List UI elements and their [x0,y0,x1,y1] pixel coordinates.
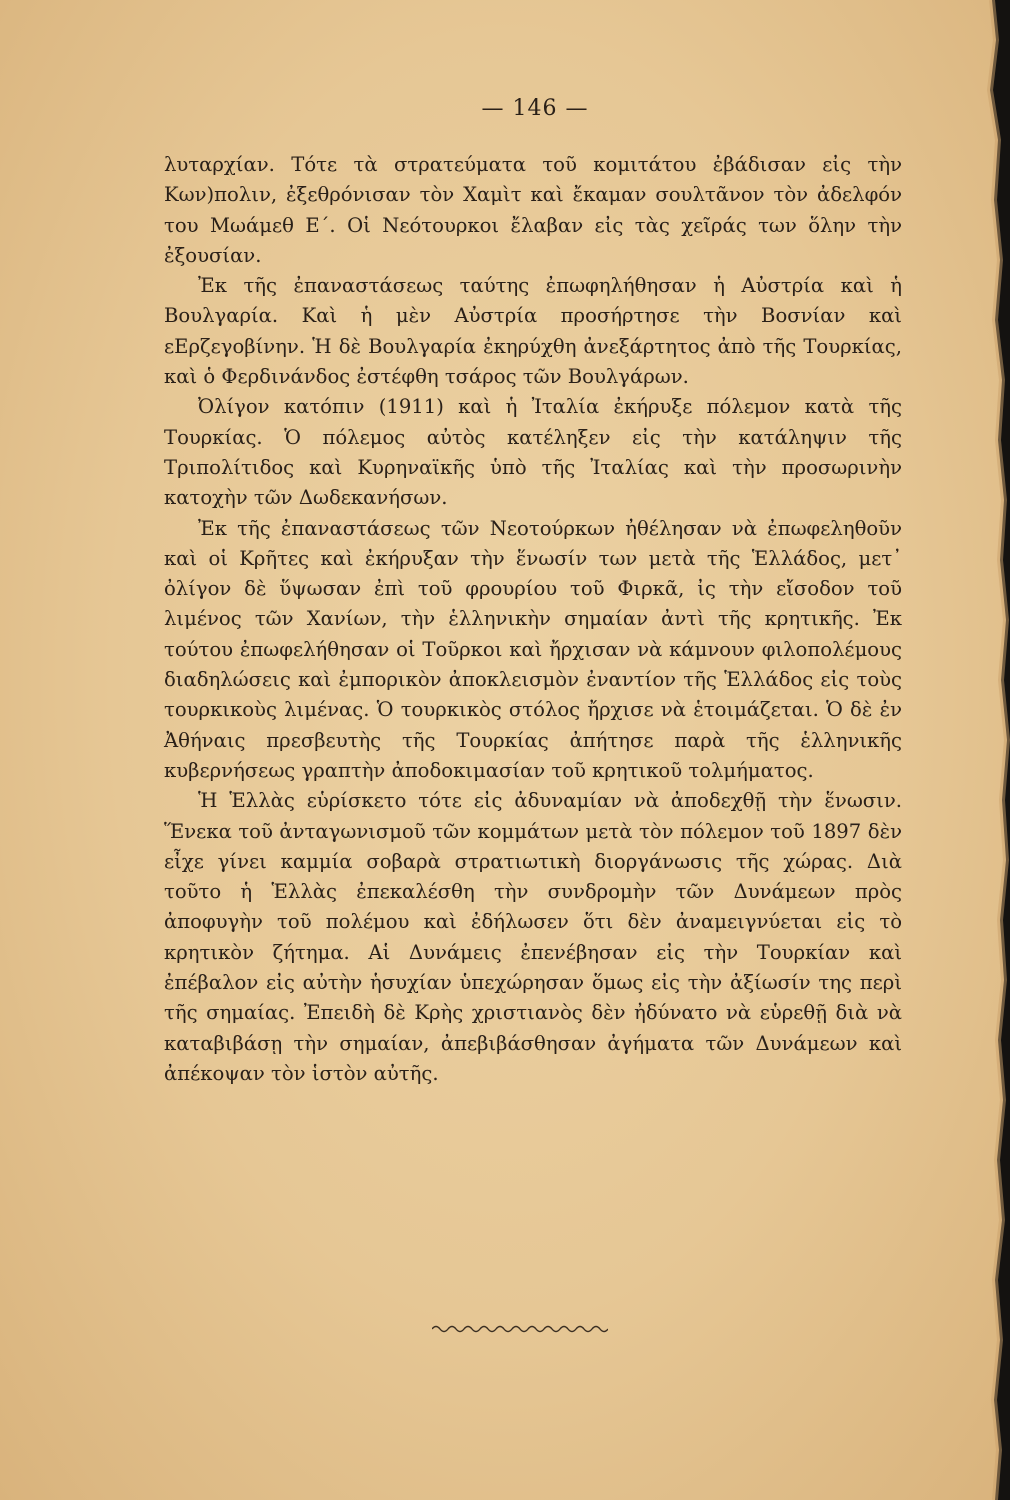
paragraph-5: Ἡ Ἑλλὰς εὑρίσκετο τότε εἰς ἀδυναμίαν νὰ ἀποδεχθῇ τὴν ἕνωσιν. Ἕνεκα τοῦ ἀνταγωνισμοῦ τῶν κομμάτων μετὰ τὸν πόλεμον τοῦ 1897 δὲν εἶχε γίνει καμμία σοβαρὰ στρατιωτικὴ διοργάνωσις τῆς χώρας. Διὰ τοῦτο ἡ Ἑλλὰς ἐπεκαλέσθη τὴν συνδρομὴν τῶν Δυνάμεων πρὸς ἀποφυγὴν τοῦ πολέμου καὶ ἐδήλωσεν ὅτι δὲν ἀναμειγνύεται εἰς τὸ κρητικὸν ζήτημα. Αἱ Δυνάμεις ἐπενέβησαν εἰς τὴν Τουρκίαν καὶ ἐπέβαλον εἰς αὐτὴν ἡσυχίαν ὑπεχώρησαν ὅμως εἰς τὴν ἀξίωσίν της περὶ τῆς σημαίας. Ἐπειδὴ δὲ Κρὴς χριστιανὸς δὲν ἠδύνατο νὰ εὑρεθῇ διὰ νὰ καταβιβάσῃ τὴν σημαίαν, ἀπεβιβάσθησαν ἀγήματα τῶν Δυνάμεων καὶ ἀπέκοψαν τὸν ἱστὸν αὐτῆς. [164,789,902,1085]
body-text [164,150,902,1089]
paragraph-2: Ἐκ τῆς ἐπαναστάσεως ταύτης ἐπωφηλήθησαν ἡ Αὐστρία καὶ ἡ Βουλγαρία. Καὶ ἡ μὲν Αὐστρία προσήρτησε τὴν Βοσνίαν καὶ εΕρζεγοβίνην. Ἡ δὲ Βουλγαρία ἐκηρύχθη ἀνεξάρτητος ἀπὸ τῆς Τουρκίας, καὶ ὁ Φερδινάνδος ἐστέφθη τσάρος τῶν Βουλγάρων. [164,274,902,389]
paragraph-4: Ἐκ τῆς ἐπαναστάσεως τῶν Νεοτούρκων ἠθέλησαν νὰ ἐπωφεληθοῦν καὶ οἱ Κρῆτες καὶ ἐκήρυξαν τὴν ἕνωσίν των μετὰ τῆς Ἑλλάδος, μετ᾽ ὀλίγον δὲ ὕψωσαν ἐπὶ τοῦ φρουρίου τοῦ Φιρκᾶ, ἰς τὴν εἴσοδον τοῦ λιμένος τῶν Χανίων, τὴν ἑλληνικὴν σημαίαν ἀντὶ τῆς κρητικῆς. Ἐκ τούτου ἐπωφελήθησαν οἱ Τοῦρκοι καὶ ἤρχισαν νὰ κάμνουν φιλοπολέμους διαδηλώσεις καὶ ἐμπορικὸν ἀποκλεισμὸν ἐναντίον τῆς Ἑλλάδος εἰς τοὺς τουρκικοὺς λιμένας. Ὁ τουρκικὸς στόλος ἤρχισε νὰ ἑτοιμάζεται. Ὁ δὲ ἐν Ἀθήναις πρεσβευτὴς τῆς Τουρκίας ἀπήτησε παρὰ τῆς ἑλληνικῆς κυβερνήσεως γραπτὴν ἀποδοκιμασίαν τοῦ κρητικοῦ τολμήματος. [164,516,902,782]
paragraph-3: Ὀλίγον κατόπιν (1911) καὶ ἡ Ἰταλία ἐκήρυξε πόλεμον κατὰ τῆς Τουρκίας. Ὁ πόλεμος αὐτὸς κατέληξεν εἰς τὴν κατάληψιν τῆς Τριπολίτιδος καὶ Κυρηναϊκῆς ὑπὸ τῆς Ἰταλίας καὶ τὴν προσωρινὴν κατοχὴν τῶν Δωδεκανήσων. [164,395,902,510]
paragraph-1: λυταρχίαν. Τότε τὰ στρατεύματα τοῦ κομιτάτου ἐβάδισαν εἰς τὴν Κων)πολιν, ἐξεθρόνισαν τὸν Χαμὶτ καὶ ἔκαμαν σουλτᾶνον τὸν ἀδελφόν του Μωάμεθ Ε΄. Οἱ Νεότουρκοι ἔλαβαν εἰς τὰς χεῖράς των ὅλην τὴν ἐξουσίαν. [164,153,902,267]
torn-page-edge [940,0,1010,1500]
wavy-divider [432,1322,608,1336]
page-number: — 146 — [481,96,589,121]
